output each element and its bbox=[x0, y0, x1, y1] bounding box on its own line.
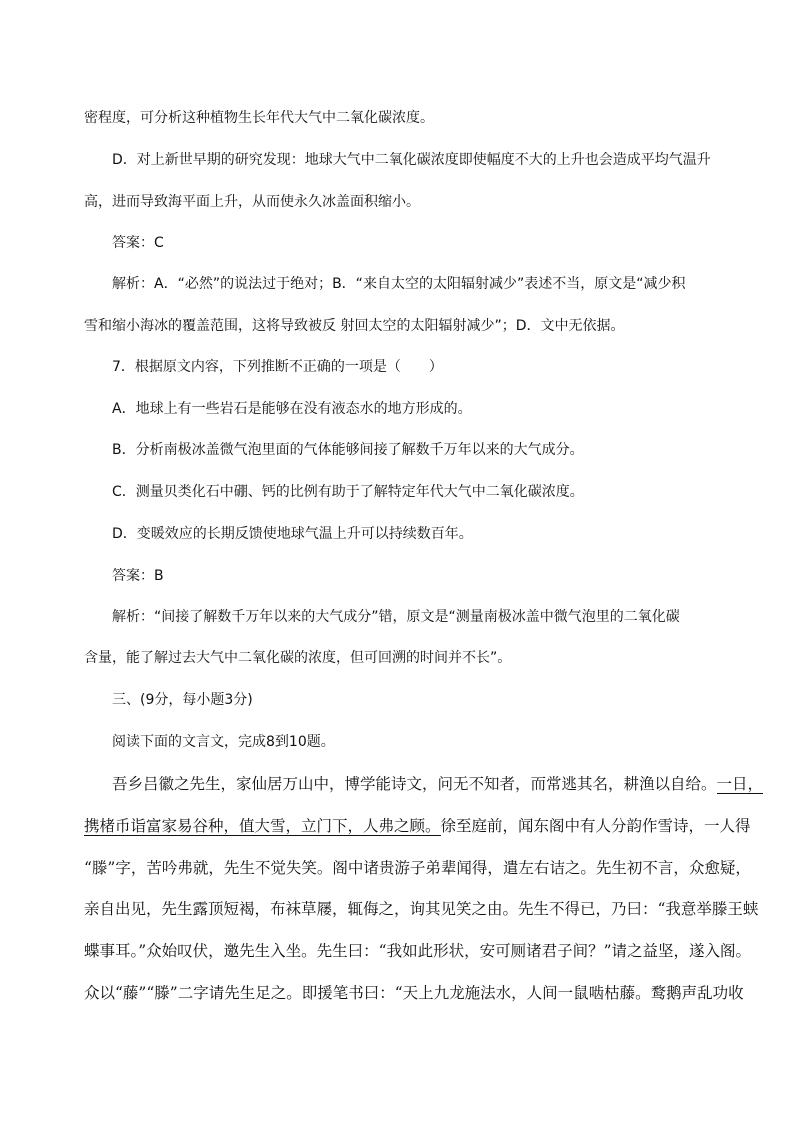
underlined-text: 携楮币诣富家易谷种，值大雪，立门下，人弗之顾。 bbox=[84, 817, 441, 835]
text-line: 高，进而导致海平面上升，从而使永久冰盖面积缩小。 bbox=[84, 194, 420, 210]
reading-instruction: 阅读下面的文言文，完成8到10题。 bbox=[112, 734, 335, 750]
option-b: B．分析南极冰盖微气泡里面的气体能够间接了解数千万年以来的大气成分。 bbox=[112, 442, 584, 458]
option-a: A．地球上有一些岩石是能够在没有液态水的地方形成的。 bbox=[112, 401, 472, 417]
passage-text: 吾乡吕徽之先生，家仙居万山中，博学能诗文，问无不知者，而常逃其名，耕渔以自给。 bbox=[112, 775, 717, 793]
passage-line: 亲自出见，先生露顶短褐，布袜草屦，辄侮之，询其见笑之由。先生不得已，乃曰：“我意举滕王蛱 bbox=[84, 900, 759, 918]
passage-line: “滕”字，苦吟弗就，先生不觉失笑。阁中诸贵游子弟辈闻得，遣左右诘之。先生初不言，众愈疑， bbox=[84, 859, 751, 877]
passage-line bbox=[112, 773, 764, 795]
option-c: C．测量贝类化石中硼、钙的比例有助于了解特定年代大气中二氧化碳浓度。 bbox=[112, 484, 584, 500]
passage-line: 众以“藤”“滕”二字请先生足之。即援笔书曰：“天上九龙施法水，人间一鼠啮枯藤。鹜鹅声乱功收 bbox=[84, 984, 744, 1002]
option-d: D．变暖效应的长期反馈使地球气温上升可以持续数百年。 bbox=[112, 526, 473, 542]
option-d-line: D．对上新世早期的研究发现：地球大气中二氧化碳浓度即使幅度不大的上升也会造成平均气温升 bbox=[112, 152, 711, 168]
passage-line: 蝶事耳。”众始叹伏，邀先生入坐。先生曰：“我如此形状，安可厕诸君子间？”请之益坚，遂入阁。 bbox=[84, 942, 752, 960]
analysis-line: 解析：A．“必然”的说法过于绝对；B．“来自太空的太阳辐射减少”表述不当，原文是“减少积 bbox=[112, 276, 686, 292]
analysis-line: 解析：“间接了解数千万年以来的大气成分”错，原文是“测量南极冰盖中微气泡里的二氧化碳 bbox=[112, 609, 680, 625]
answer-line: 答案：B bbox=[112, 568, 164, 584]
passage-text: 徐至庭前，闻东阁中有人分韵作雪诗，一人得 bbox=[440, 817, 751, 835]
passage-line bbox=[84, 815, 751, 837]
text-line: 含量，能了解过去大气中二氧化碳的浓度，但可回溯的时间并不长”。 bbox=[84, 650, 512, 666]
text-line: 雪和缩小海冰的覆盖范围，这将导致被反 射回太空的太阳辐射减少”；D．文中无依据。 bbox=[84, 318, 625, 334]
section-heading: 三、(9分，每小题3分) bbox=[112, 692, 253, 708]
question-7: 7．根据原文内容，下列推断不正确的一项是（ ） bbox=[112, 359, 443, 375]
text-line: 密程度，可分析这种植物生长年代大气中二氧化碳浓度。 bbox=[84, 110, 434, 126]
answer-line: 答案：C bbox=[112, 235, 164, 251]
underlined-text: 一日， bbox=[716, 775, 764, 793]
